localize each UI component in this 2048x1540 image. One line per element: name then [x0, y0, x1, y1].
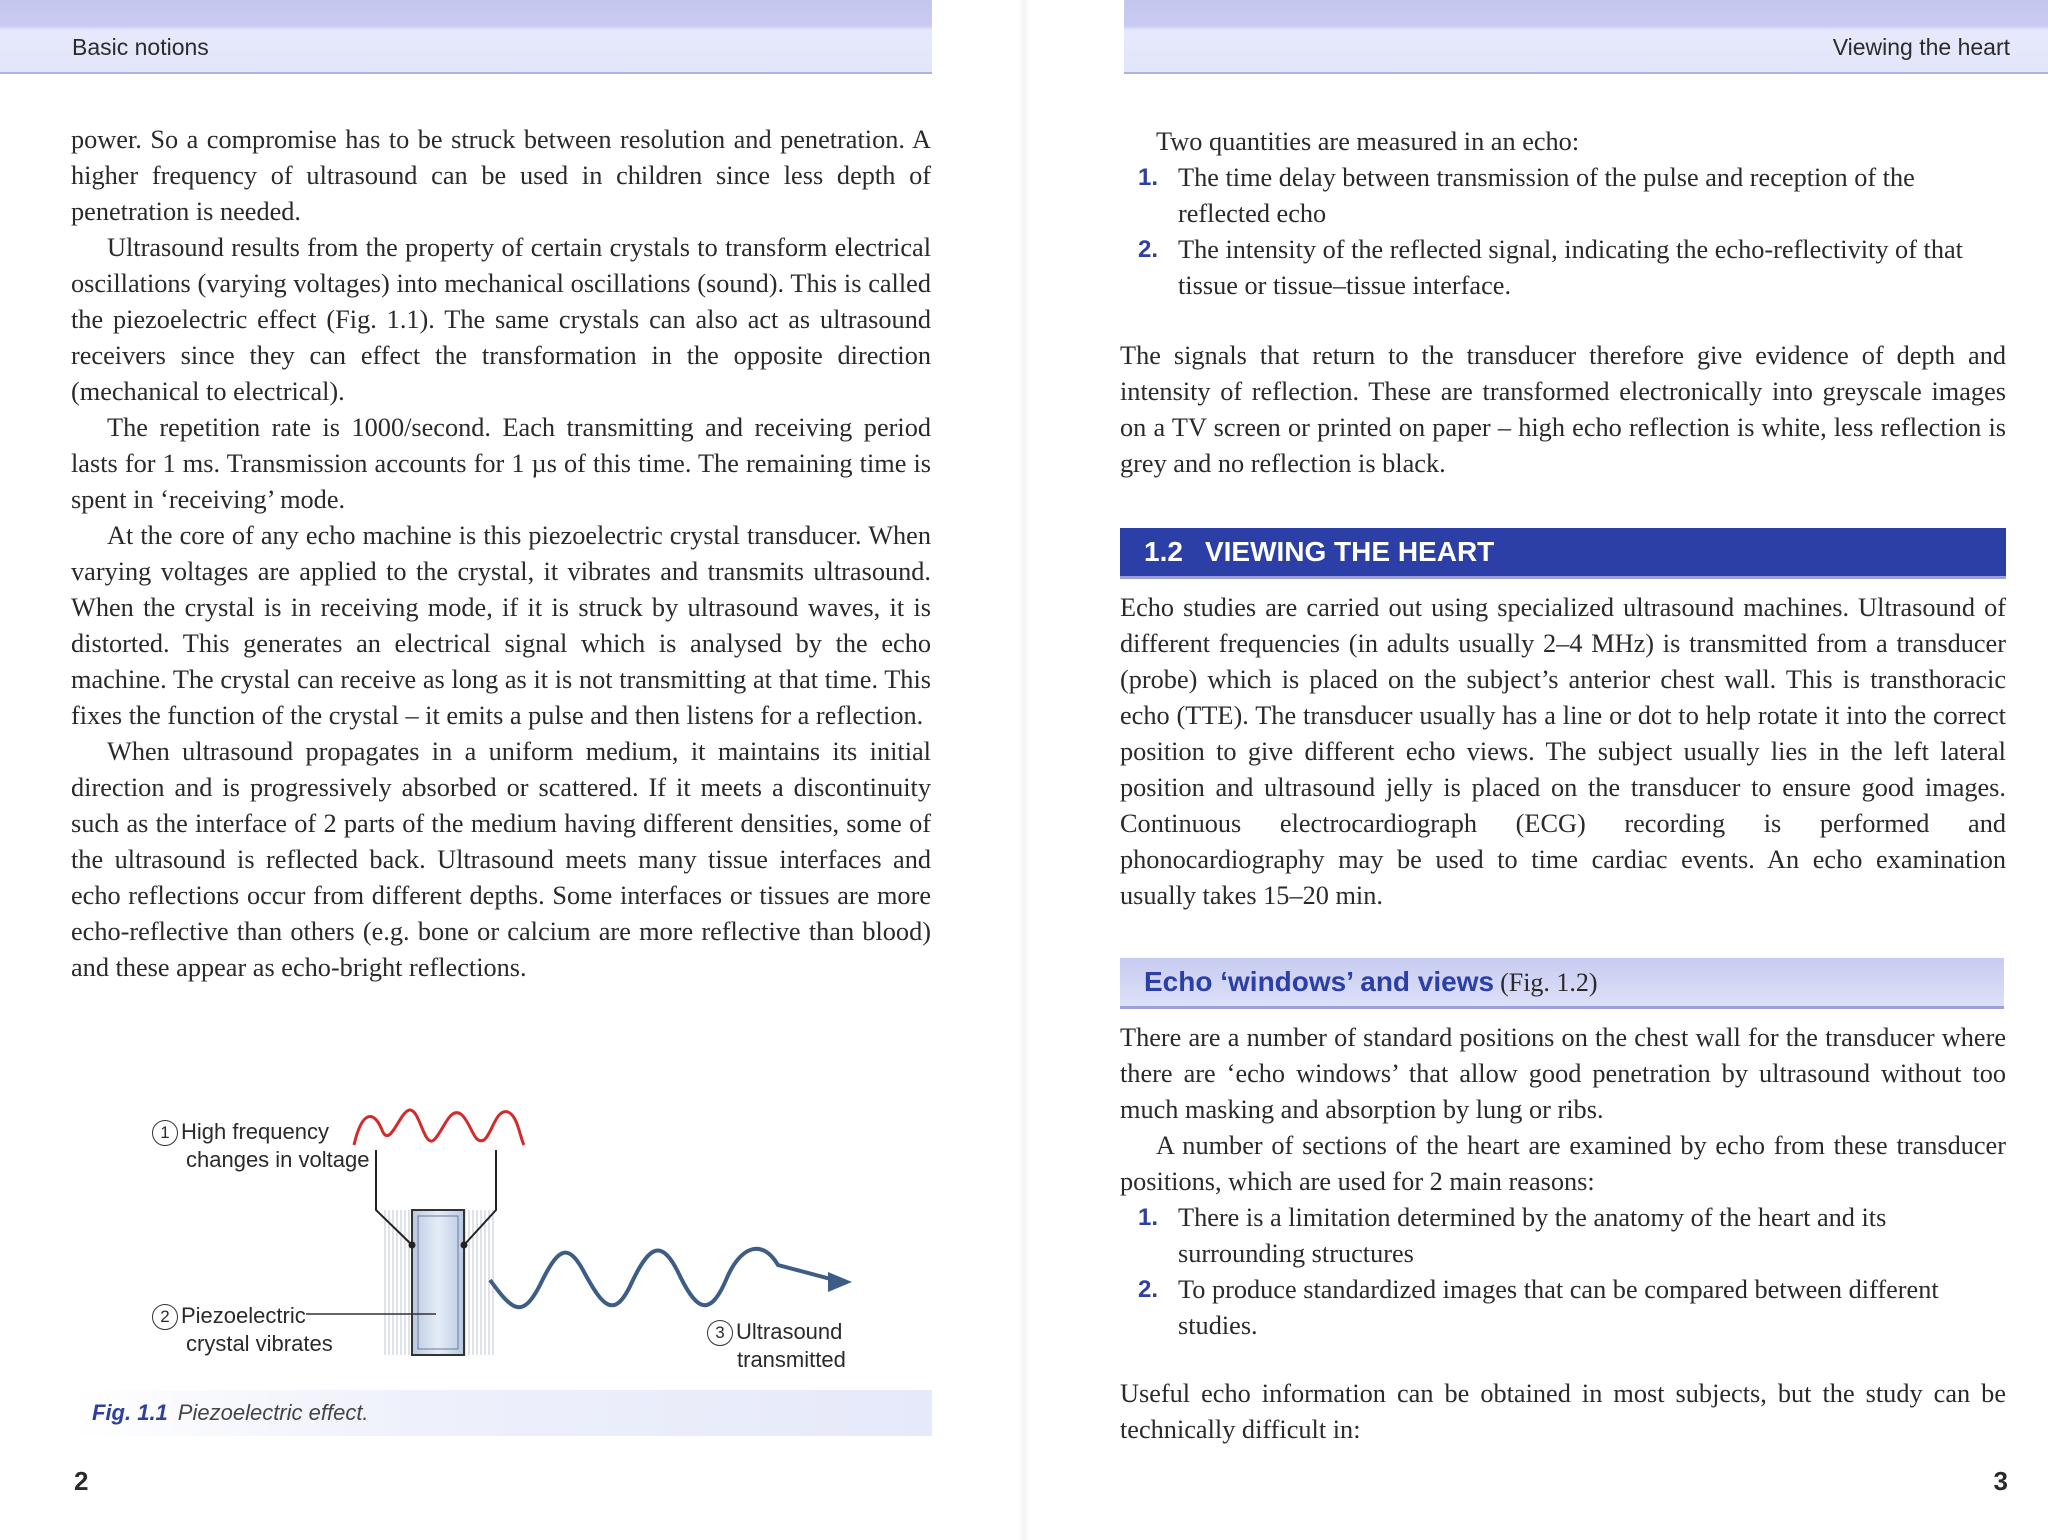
- list-number: 2.: [1138, 1276, 1159, 1303]
- list-item: [1120, 160, 2006, 232]
- measurement-list: [1120, 160, 2006, 304]
- electrode-contact-right: [461, 1242, 468, 1249]
- signals-block: [1120, 338, 2006, 482]
- left-paragraph-2: Ultrasound results from the property of certain crystals to transform electrical oscillations (varying voltages) into mechanical oscillations (sound). This is called the piezoelectric effect (Fig. 1.1). The same crystals can also act as ultrasound receivers since they can effect the transformation in the opposite direction (mechanical to electrical).: [71, 233, 931, 406]
- left-paragraph-4: At the core of any echo machine is this piezoelectric crystal transducer. When varying voltages are applied to the crystal, it vibrates and transmits ultrasound. When the crystal is in receiving mode, if it is struck by ultrasound waves, it is distorted. This generates an electrical signal which is analysed by the echo machine. The crystal can receive as long as it is not transmitting at that time. This fixes the function of the crystal – it emits a pulse and then listens for a reflection.: [71, 521, 931, 730]
- figure-title: Piezoelectric effect.: [177, 1400, 369, 1425]
- left-page-number: 2: [74, 1466, 89, 1496]
- list-item: [1120, 1200, 2006, 1272]
- list-item: [1120, 232, 2006, 304]
- label-ultrasound-line1: Ultrasound: [736, 1319, 843, 1344]
- list-number: 1.: [1138, 164, 1159, 191]
- number-badge-2: 2: [152, 1304, 178, 1330]
- left-paragraph-5: When ultrasound propagates in a uniform medium, it maintains its initial direction and is progressively absorbed or scattered. If it meets a discontinuity such as the interface of 2 parts of the medium having different densities, some of the ultrasound is reflected back. Ultrasound meets many tissue interfaces and echo reflections occur from different depths. Some interfaces or tissues are more echo-reflective than others (e.g. bone or calcium are more reflective than blood) and these appear as echo-bright reflections.: [71, 737, 931, 982]
- figure-piezoelectric-effect: [72, 1060, 932, 1440]
- label-crystal-line1: Piezoelectric: [181, 1303, 306, 1328]
- windows-paragraph-1: There are a number of standard positions on the chest wall for the transducer where there are ‘echo windows’ that allow good penetration by ultrasound without too much masking and absorption by lung or ribs.: [1120, 1023, 2006, 1124]
- label-crystal: [152, 1302, 333, 1358]
- right-running-header: [1124, 0, 2048, 74]
- left-paragraph-3: The repetition rate is 1000/second. Each transmitting and receiving period lasts for 1 ms. Transmission accounts for 1 µs of this time. The remaining time is spent in ‘receiving’ mode.: [71, 413, 931, 514]
- piezoelectric-crystal: [412, 1210, 464, 1355]
- section-title: VIEWING THE HEART: [1204, 536, 1495, 567]
- windows-body: [1120, 1020, 2006, 1344]
- left-paragraph-1: power. So a compromise has to be struck between resolution and penetration. A higher frequency of ultrasound can be used in children since less depth of penetration is needed.: [71, 125, 931, 226]
- right-page-number: 3: [1993, 1466, 2008, 1496]
- section-heading: [1120, 528, 2006, 579]
- figure-caption: [92, 1400, 369, 1426]
- number-badge-1: 1: [152, 1120, 178, 1146]
- voltage-wave: [354, 1110, 524, 1145]
- measurement-intro-block: [1120, 124, 2006, 304]
- label-voltage: [152, 1118, 369, 1174]
- closing-block: [1120, 1376, 2006, 1448]
- list-item: [1120, 1272, 2006, 1344]
- label-crystal-line2: crystal vibrates: [186, 1331, 333, 1356]
- subsection-heading: [1120, 958, 2004, 1009]
- left-header-title: Basic notions: [72, 34, 209, 60]
- label-ultrasound-line2: transmitted: [737, 1347, 846, 1372]
- subsection-title: Echo ‘windows’ and views: [1144, 966, 1495, 997]
- reasons-list: [1120, 1200, 2006, 1344]
- list-number: 1.: [1138, 1204, 1159, 1231]
- label-voltage-line2: changes in voltage: [186, 1147, 370, 1172]
- label-ultrasound: [707, 1318, 846, 1374]
- section-paragraph: Echo studies are carried out using specialized ultrasound machines. Ultrasound of different frequencies (in adults usually 2–4 MHz) is transmitted from a transducer (probe) which is placed on the subject’s anterior chest wall. This is transthoracic echo (TTE). The transducer usually has a line or dot to help rotate it into the correct position to give different echo views. The subject usually lies in the left lateral position and ultrasound jelly is placed on the transducer to ensure good images. Continuous electrocardiograph (ECG) recording is performed and phonocardiography may be used to time cardiac events. An echo examination usually takes 15–20 min.: [1120, 593, 2006, 910]
- list-item-text: There is a limitation determined by the anatomy of the heart and its surrounding structures: [1178, 1203, 1887, 1268]
- electrode-contact-left: [409, 1242, 416, 1249]
- left-body-text: [71, 122, 931, 986]
- subsection-figure-ref: (Fig. 1.2): [1500, 968, 1598, 997]
- ultrasound-arrow-head: [828, 1272, 852, 1292]
- section-number: 1.2: [1144, 536, 1183, 567]
- right-header-title: Viewing the heart: [1832, 34, 2010, 60]
- number-badge-3: 3: [707, 1320, 733, 1346]
- list-item-text: The time delay between transmission of the pulse and reception of the reflected echo: [1178, 163, 1915, 228]
- figure-number: Fig. 1.1: [92, 1400, 168, 1425]
- list-item-text: To produce standardized images that can be compared between different studies.: [1178, 1275, 1939, 1340]
- windows-paragraph-2: A number of sections of the heart are examined by echo from these transducer positions, which are used for 2 main reasons:: [1120, 1131, 2006, 1196]
- left-running-header: [0, 0, 932, 74]
- right-page: [1024, 0, 2048, 1540]
- label-voltage-line1: High frequency: [181, 1119, 329, 1144]
- closing-paragraph: Useful echo information can be obtained in most subjects, but the study can be technically difficult in:: [1120, 1379, 2006, 1444]
- list-item-text: The intensity of the reflected signal, indicating the echo-reflectivity of that tissue or tissue–tissue interface.: [1178, 235, 1963, 300]
- measurement-intro: Two quantities are measured in an echo:: [1156, 127, 1580, 156]
- ultrasound-wave: [490, 1249, 842, 1307]
- signals-paragraph: The signals that return to the transducer therefore give evidence of depth and intensity of reflection. These are transformed electronically into greyscale images on a TV screen or printed on paper – high echo reflection is white, less reflection is grey and no reflection is black.: [1120, 341, 2006, 478]
- section-body: [1120, 590, 2006, 914]
- list-number: 2.: [1138, 236, 1159, 263]
